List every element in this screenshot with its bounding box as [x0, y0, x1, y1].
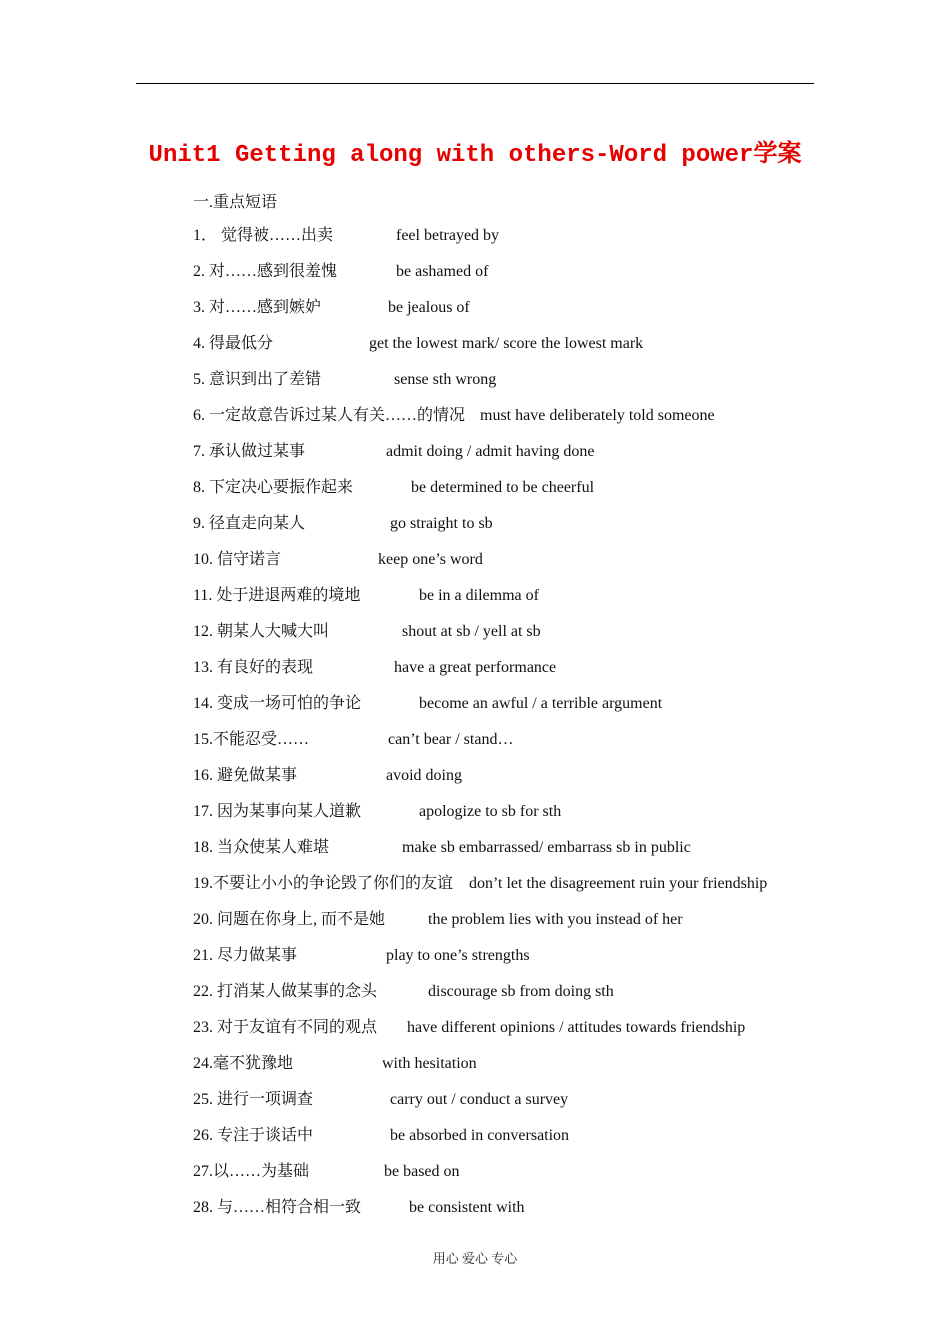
phrase-chinese: 14. 变成一场可怕的争论 [193, 695, 362, 712]
phrase-chinese: 26. 专注于谈话中 [193, 1127, 314, 1144]
phrase-english: make sb embarrassed/ embarrass sb in public [402, 839, 691, 856]
phrase-english: avoid doing [386, 767, 462, 784]
phrase-english: shout at sb / yell at sb [402, 623, 541, 640]
phrase-chinese: 19.不要让小小的争论毁了你们的友谊 [193, 875, 454, 892]
phrase-chinese: 25. 进行一项调查 [193, 1091, 314, 1108]
phrase-chinese: 16. 避免做某事 [193, 767, 298, 784]
phrase-english: apologize to sb for sth [419, 803, 562, 820]
page-footer: 用心 爱心 专心 [432, 1251, 518, 1266]
phrase-chinese: 23. 对于友谊有不同的观点 [193, 1019, 378, 1036]
phrase-chinese: 7. 承认做过某事 [193, 443, 306, 460]
phrase-english: carry out / conduct a survey [390, 1091, 569, 1108]
phrase-chinese: 9. 径直走向某人 [193, 515, 306, 532]
phrase-chinese: 28. 与……相符合相一致 [193, 1199, 362, 1216]
phrase-chinese: 1． 觉得被……出卖 [193, 227, 334, 244]
phrase-english: be absorbed in conversation [390, 1127, 570, 1144]
phrase-chinese: 20. 问题在你身上, 而不是她 [193, 911, 386, 928]
phrase-chinese: 17. 因为某事向某人道歉 [193, 803, 362, 820]
phrase-english: go straight to sb [390, 515, 493, 532]
phrase-english: get the lowest mark/ score the lowest mark [369, 335, 644, 352]
phrase-english: discourage sb from doing sth [428, 983, 614, 1000]
phrase-chinese: 6. 一定故意告诉过某人有关……的情况 [193, 407, 466, 424]
phrase-english: feel betrayed by [396, 227, 500, 244]
phrase-chinese: 4. 得最低分 [193, 335, 274, 352]
phrase-chinese: 24.毫不犹豫地 [193, 1055, 294, 1072]
phrase-chinese: 10. 信守诺言 [193, 551, 282, 568]
phrase-english: keep one’s word [378, 551, 483, 568]
phrase-chinese: 3. 对……感到嫉妒 [193, 299, 322, 316]
phrase-english: be consistent with [409, 1199, 525, 1216]
phrase-chinese: 12. 朝某人大喊大叫 [193, 623, 330, 640]
phrase-english: with hesitation [382, 1055, 477, 1072]
phrase-english: can’t bear / stand… [388, 731, 514, 748]
phrase-english: have a great performance [394, 659, 557, 676]
phrase-english: be in a dilemma of [419, 587, 539, 604]
phrase-chinese: 8. 下定决心要振作起来 [193, 479, 354, 496]
phrase-english: sense sth wrong [394, 371, 497, 388]
phrase-english: don’t let the disagreement ruin your friendship [469, 875, 768, 892]
phrase-chinese: 13. 有良好的表现 [193, 659, 314, 676]
phrase-english: be determined to be cheerful [411, 479, 595, 496]
phrase-english: be jealous of [388, 299, 470, 316]
phrase-chinese: 15.不能忍受…… [193, 731, 310, 748]
phrase-chinese: 11. 处于进退两难的境地 [193, 587, 361, 604]
phrase-chinese: 22. 打消某人做某事的念头 [193, 983, 378, 1000]
phrase-english: must have deliberately told someone [480, 407, 715, 424]
page-title: Unit1 Getting along with others-Word power学案 [148, 142, 802, 169]
phrase-chinese: 2. 对……感到很羞愧 [193, 263, 338, 280]
phrase-english: have different opinions / attitudes towards friendship [407, 1019, 746, 1036]
phrase-chinese: 5. 意识到出了差错 [193, 371, 322, 388]
phrase-chinese: 27.以……为基础 [193, 1163, 310, 1180]
phrase-english: be ashamed of [396, 263, 489, 280]
section-heading: 一.重点短语 [193, 194, 278, 211]
phrase-english: play to one’s strengths [386, 947, 530, 964]
phrase-chinese: 21. 尽力做某事 [193, 947, 298, 964]
phrase-english: be based on [384, 1163, 460, 1180]
phrase-english: the problem lies with you instead of her [428, 911, 683, 928]
phrase-chinese: 18. 当众使某人难堪 [193, 839, 330, 856]
phrase-english: become an awful / a terrible argument [419, 695, 663, 712]
phrase-english: admit doing / admit having done [386, 443, 595, 460]
